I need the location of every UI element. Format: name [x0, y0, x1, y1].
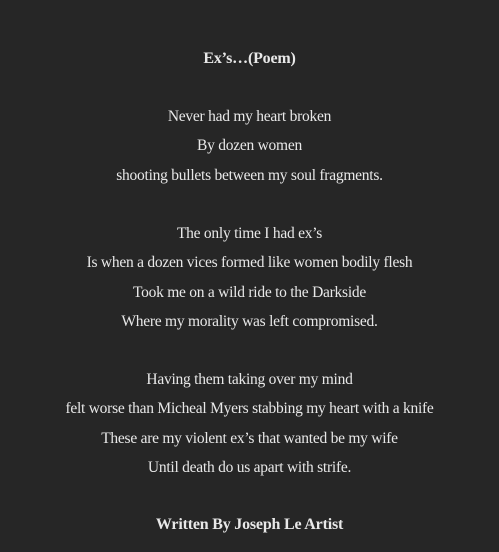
poem-line: These are my violent ex’s that wanted be my wife	[101, 429, 398, 447]
stanza-1	[0, 102, 499, 190]
poem-line: The only time I had ex’s	[176, 225, 323, 242]
stanza-2	[0, 219, 499, 336]
poem-title: Ex’s…(Poem)	[203, 50, 296, 67]
poem-line: Having them taking over my mind	[146, 371, 353, 388]
poem-line: By dozen women	[197, 137, 302, 155]
poem-line: shooting bullets between my soul fragments.	[116, 166, 383, 184]
stanza-3	[0, 365, 499, 482]
poem-line: Until death do us apart with strife.	[147, 458, 352, 476]
poem-line: Is when a dozen vices formed like women bodily flesh	[86, 254, 413, 272]
poem-line: Took me on a wild ride to the Darkside	[132, 283, 367, 301]
author-signature: Written By Joseph Le Artist	[155, 516, 344, 533]
poem-line: Where my morality was left compromised.	[121, 312, 378, 330]
poem-line: Never had my heart broken	[167, 108, 332, 125]
poem-line: felt worse than Micheal Myers stabbing my heart with a knife	[65, 400, 434, 418]
